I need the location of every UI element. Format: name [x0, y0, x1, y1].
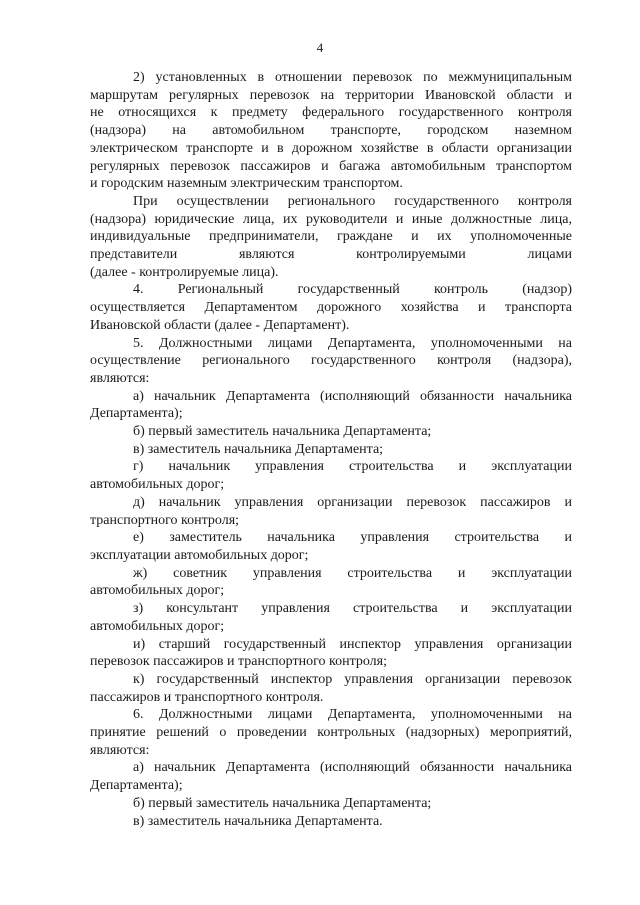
text-line: б) первый заместитель начальника Департамента;: [133, 795, 432, 811]
text-line: При осуществлении регионального государственного контроля: [133, 193, 572, 209]
text-line: з) консультант управления строительства и эксплуатации: [133, 601, 572, 617]
text-line: в) заместитель начальника Департамента.: [133, 813, 383, 829]
text-line: являются:: [90, 370, 150, 386]
text-line: а) начальник Департамента (исполняющий обязанности начальника: [133, 388, 572, 404]
paragraph: [90, 441, 572, 459]
paragraph: [90, 636, 572, 671]
text-line: 4. Региональный государственный контроль (надзор): [133, 282, 572, 298]
text-line: Департамента);: [90, 778, 183, 794]
text-line: Ивановской области (далее - Департамент).: [90, 317, 350, 333]
text-line: транспортного контроля;: [90, 512, 240, 528]
paragraph: [90, 69, 572, 193]
text-line: ж) советник управления строительства и эксплуатации: [133, 565, 572, 581]
text-line: автомобильных дорог;: [90, 618, 225, 634]
text-line: автомобильных дорог;: [90, 477, 225, 493]
page-number: 4: [316, 40, 324, 55]
text-line: в) заместитель начальника Департамента;: [133, 441, 384, 457]
text-line: (далее - контролируемые лица).: [90, 264, 279, 280]
text-line: автомобильных дорог;: [90, 583, 225, 599]
document-body: [90, 69, 572, 830]
text-line: Департамента);: [90, 406, 183, 422]
paragraph: [90, 813, 572, 831]
text-line: (надзора) на автомобильном транспорте, городском наземном: [90, 123, 572, 139]
text-line: е) заместитель начальника управления строительства и: [133, 530, 572, 546]
paragraph: [90, 458, 572, 493]
paragraph: [90, 795, 572, 813]
text-line: д) начальник управления организации перевозок пассажиров и: [133, 494, 572, 510]
paragraph: [90, 494, 572, 529]
text-line: и) старший государственный инспектор управления организации: [133, 636, 572, 652]
text-line: (надзора) юридические лица, их руководители и иные должностные лица,: [90, 211, 572, 227]
paragraph: [90, 600, 572, 635]
paragraph: [90, 759, 572, 794]
paragraph: [90, 706, 572, 759]
text-line: 5. Должностными лицами Департамента, уполномоченными на: [133, 335, 572, 351]
paragraph: [90, 281, 572, 334]
text-line: не относящихся к предмету федерального государственного контроля: [90, 105, 572, 121]
paragraph: [90, 671, 572, 706]
paragraph: [90, 193, 572, 282]
paragraph: [90, 423, 572, 441]
text-line: пассажиров и транспортного контроля.: [90, 689, 324, 705]
text-line: электрическом транспорте и в дорожном хозяйстве в области организации: [90, 140, 572, 156]
text-line: а) начальник Департамента (исполняющий обязанности начальника: [133, 760, 572, 776]
text-line: регулярных перевозок пассажиров и багажа автомобильным транспортом: [90, 158, 572, 174]
paragraph: [90, 529, 572, 564]
paragraph: [90, 388, 572, 423]
paragraph: [90, 565, 572, 600]
text-line: 6. Должностными лицами Департамента, уполномоченными на: [133, 707, 572, 723]
text-line: принятие решений о проведении контрольных (надзорных) мероприятий,: [90, 725, 572, 741]
text-line: осуществляется Департаментом дорожного хозяйства и транспорта: [90, 300, 572, 316]
paragraph: [90, 335, 572, 388]
text-line: представители являются контролируемыми лицами: [90, 247, 572, 263]
text-line: перевозок пассажиров и транспортного контроля;: [90, 654, 387, 670]
text-line: эксплуатации автомобильных дорог;: [90, 547, 309, 563]
text-line: 2) установленных в отношении перевозок по межмуниципальным: [133, 70, 572, 85]
text-line: осуществление регионального государственного контроля (надзора),: [90, 353, 572, 369]
text-line: индивидуальные предприниматели, граждане и их уполномоченные: [90, 229, 572, 245]
text-line: г) начальник управления строительства и эксплуатации: [133, 459, 572, 475]
text-line: и городским наземным электрическим транспортом.: [90, 176, 403, 192]
text-line: являются:: [90, 742, 150, 758]
text-line: б) первый заместитель начальника Департамента;: [133, 424, 432, 440]
text-line: к) государственный инспектор управления организации перевозок: [133, 671, 572, 687]
text-line: маршрутам регулярных перевозок на территории Ивановской области и: [90, 87, 572, 103]
